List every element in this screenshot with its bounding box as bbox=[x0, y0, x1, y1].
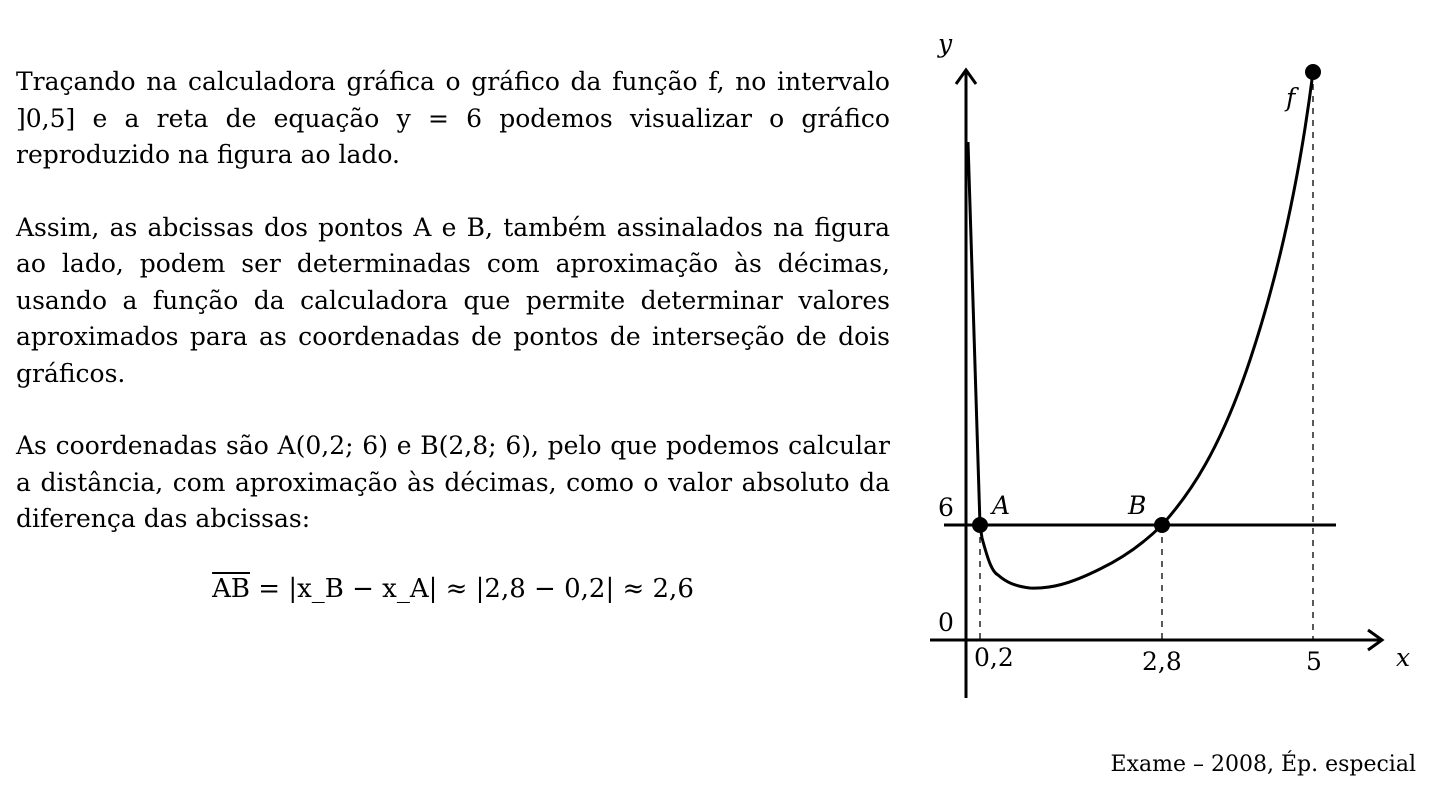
x-tick-2-8: 2,8 bbox=[1142, 647, 1182, 676]
x-tick-0-2: 0,2 bbox=[974, 643, 1014, 672]
segment-ab: $\overline{AB}$ bbox=[212, 573, 250, 604]
point-a bbox=[972, 517, 988, 533]
paragraph-3: As coordenadas são A(0,2; 6) e B(2,8; 6), pelo que podemos calcular a distância, com aproximação às décimas, como o valor absoluto da diferença das abcissas: bbox=[16, 431, 890, 533]
paragraph-2: Assim, as abcissas dos pontos A e B, também assinalados na figura ao lado, podem ser determinadas com aproximação às décimas, usando a função da calculadora que permite determinar valores aproximados para as coordenadas de pontos de interseção de dois gráficos. bbox=[16, 212, 890, 388]
x-tick-5: 5 bbox=[1306, 647, 1322, 676]
point-end bbox=[1305, 64, 1321, 80]
exercise-text bbox=[16, 64, 890, 604]
axes bbox=[930, 70, 1382, 698]
y-axis-label: y bbox=[938, 29, 953, 58]
function-graph bbox=[920, 20, 1420, 720]
distance-formula bbox=[16, 574, 890, 604]
point-b-label: B bbox=[1128, 491, 1147, 520]
paragraph-1: Traçando na calculadora gráfica o gráfico da função f, no intervalo ]0,5] e a reta de equação y = 6 podemos visualizar o gráfico reproduzido na figura ao lado. bbox=[16, 67, 890, 169]
x-axis-label: x bbox=[1396, 643, 1411, 672]
formula-rhs: = |x_B − x_A| ≈ |2,8 − 0,2| ≈ 2,6 bbox=[250, 573, 694, 604]
point-a-label: A bbox=[992, 491, 1011, 520]
source-footer: Exame – 2008, Ép. especial bbox=[1110, 752, 1416, 777]
point-b bbox=[1154, 517, 1170, 533]
y-tick-0: 0 bbox=[938, 608, 954, 637]
y-tick-6: 6 bbox=[938, 493, 954, 522]
guide-lines bbox=[980, 72, 1313, 640]
function-label: f bbox=[1286, 83, 1296, 112]
